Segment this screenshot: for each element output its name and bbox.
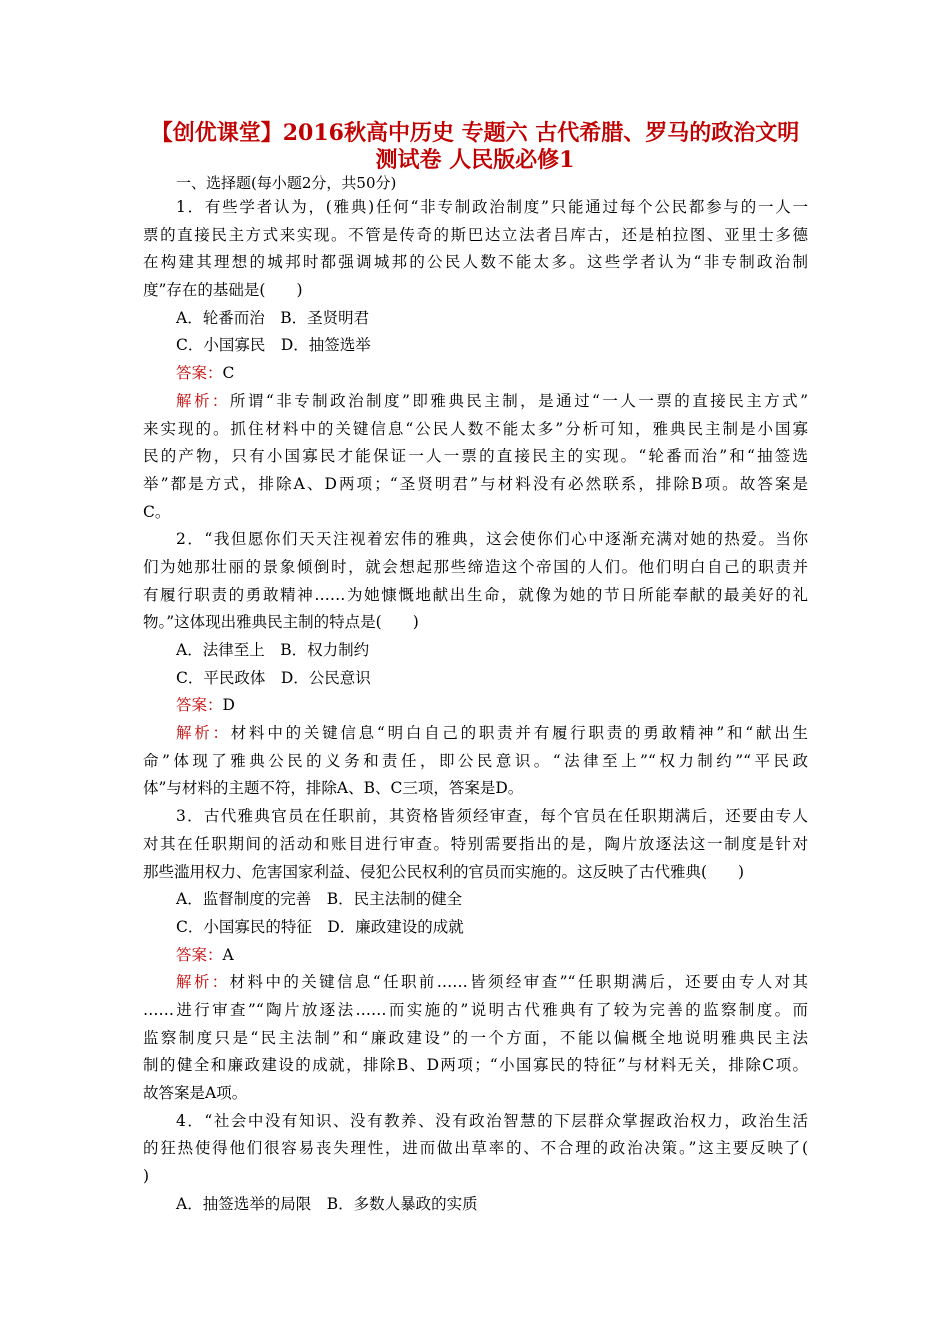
question-stem-line: 有履行职责的勇敢精神……为她慷慨地献出生命，就像为她的节日所能奉献的最美好的礼 <box>143 585 808 604</box>
document-title-line2: 测试卷 人民版必修1 <box>375 147 575 173</box>
document-title-line1: 【创优课堂】2016秋高中历史 专题六 古代希腊、罗马的政治文明 <box>150 120 800 146</box>
analysis-line <box>143 388 808 416</box>
answer-value: A <box>222 945 234 964</box>
question-stem-line: 3．古代雅典官员在任职前，其资格皆须经审查，每个官员在任职期满后，还要由专人 <box>176 807 808 826</box>
question-stem-line: 的狂热使得他们很容易丧失理性，进而做出草率的、不合理的政治决策。”这主要反映了( <box>143 1139 808 1158</box>
question-stem-line: 对其在任职期间的活动和账目进行审查。特别需要指出的是，陶片放逐法这一制度是针对 <box>143 834 808 853</box>
question-stem-line: 4．“社会中没有知识、没有教养、没有政治智慧的下层群众掌握政治权力，政治生活 <box>176 1111 808 1130</box>
option-line: C．平民政体 D．公民意识 <box>176 668 371 687</box>
question-3 <box>143 803 808 1108</box>
answer-line <box>143 360 808 388</box>
question-stem-line: ) <box>143 1167 150 1186</box>
question-stem-line: 1．有些学者认为，(雅典)任何“非专制政治制度”只能通过每个公民都参与的一人一 <box>176 198 808 216</box>
analysis-line: 民的产物，只有小国寡民才能保证一人一票的直接民主的实现。“轮番而治”和“抽签选 <box>143 447 808 466</box>
answer-value: C <box>222 364 235 383</box>
option-line: A．监督制度的完善 B．民主法制的健全 <box>176 890 463 909</box>
analysis-line: 体”与材料的主题不符，排除A、B、C三项，答案是D。 <box>143 779 524 798</box>
answer-label: 答案： <box>176 364 223 383</box>
answer-value: D <box>222 696 235 715</box>
analysis-line: 来实现的。抓住材料中的关键信息“公民人数不能太多”分析可知，雅典民主制是小国寡 <box>143 419 808 438</box>
option-line: C．小国寡民 D．抽签选举 <box>176 336 371 355</box>
analysis-text: 材料中的关键信息“明白自己的职责并有履行职责的勇敢精神”和“献出生 <box>230 724 808 743</box>
option-line: A．抽签选举的局限 B．多数人暴政的实质 <box>176 1194 478 1213</box>
analysis-line: 故答案是A项。 <box>143 1084 248 1102</box>
option-line: A．轮番而治 B．圣贤明君 <box>176 308 370 327</box>
section-heading: 一、选择题(每小题2分，共50分) <box>176 174 397 192</box>
analysis-line: 制的健全和廉政建设的成就，排除B、D两项；“小国寡民的特征”与材料无关，排除C项。 <box>143 1056 808 1075</box>
analysis-label: 解析： <box>176 724 231 743</box>
question-stem-line: 在构建其理想的城邦时都强调城邦的公民人数不能太多。这些学者认为“非专制政治制 <box>143 253 808 272</box>
analysis-text: 材料中的关键信息“任职前……皆须经审查”“任职期满后，还要由专人对其 <box>229 973 808 992</box>
question-4 <box>143 1108 808 1219</box>
question-stem-line: 物。”这体现出雅典民主制的特点是( ) <box>143 613 419 632</box>
analysis-line: 命”体现了雅典公民的义务和责任，即公民意识。“法律至上”“权力制约”“平民政 <box>143 751 809 770</box>
analysis-text: 所谓“非专制政治制度”即雅典民主制，是通过“一人一票的直接民主方式” <box>229 391 808 410</box>
answer-line <box>143 942 808 970</box>
analysis-line: 举”都是方式，排除A、D两项；“圣贤明君”与材料没有必然联系，排除B项。故答案是 <box>143 474 808 493</box>
question-1 <box>143 194 808 526</box>
question-2 <box>143 526 808 803</box>
analysis-line: 监察制度只是“民主法制”和“廉政建设”的一个方面，不能以偏概全地说明雅典民主法 <box>143 1028 808 1047</box>
answer-label: 答案： <box>176 696 223 715</box>
answer-label: 答案： <box>176 945 223 964</box>
question-stem-line: 那些滥用权力、危害国家利益、侵犯公民权利的官员而实施的。这反映了古代雅典( ) <box>143 862 745 881</box>
answer-line <box>143 692 808 720</box>
analysis-line <box>143 720 808 748</box>
document-body <box>143 172 808 1218</box>
analysis-label: 解析： <box>176 391 230 410</box>
option-line: A．法律至上 B．权力制约 <box>176 641 370 659</box>
analysis-line: C。 <box>143 502 171 521</box>
question-stem-line: 们为她那壮丽的景象倾倒时，就会想起那些缔造这个帝国的人们。他们明白自己的职责并 <box>143 557 808 576</box>
option-line: C．小国寡民的特征 D．廉政建设的成就 <box>176 917 464 936</box>
question-stem-line: 2．“我但愿你们天天注视着宏伟的雅典，这会使你们心中逐渐充满对她的热爱。当你 <box>176 530 808 549</box>
analysis-line <box>143 969 808 997</box>
question-stem-line: 度”存在的基础是( ) <box>143 281 303 300</box>
analysis-line: ……进行审查”“陶片放逐法……而实施的”说明古代雅典有了较为完善的监察制度。而 <box>143 1000 808 1019</box>
analysis-label: 解析： <box>176 973 230 992</box>
question-stem-line: 票的直接民主方式来实现。不管是传奇的斯巴达立法者吕库古，还是柏拉图、亚里士多德 <box>143 225 808 244</box>
